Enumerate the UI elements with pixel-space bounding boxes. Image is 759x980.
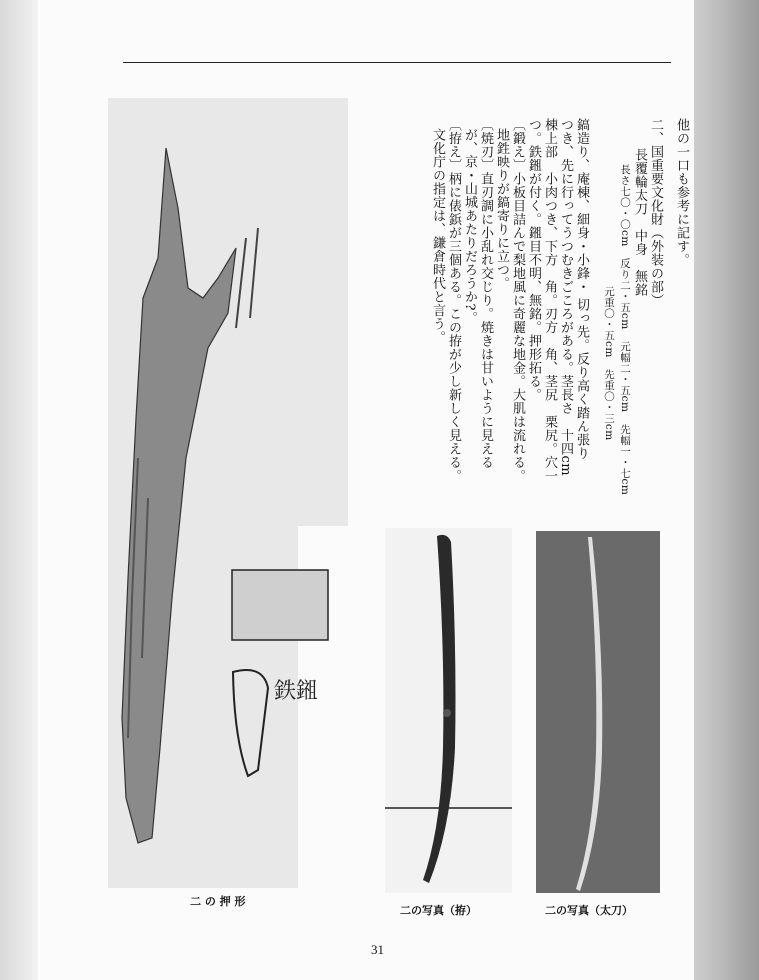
koshirae-photo [385, 528, 512, 893]
text-line-4: 長さ七〇・〇cm 反り二・五cm 元幅二・五cm 先幅一・七cm [619, 164, 631, 496]
page-number: 31 [371, 942, 384, 957]
text-line-3: 長覆輪太刀 中身 無銘 [632, 148, 647, 297]
text-line-9: つ。鉄鎺が付く。鎺目不明、無銘。押形拓る。 [526, 118, 541, 402]
text-line-15: 文化庁の指定は、鎌倉時代と言う。 [430, 128, 445, 344]
koshirae-scabbard [423, 535, 456, 883]
text-line-2: 二、国重要文化財（外装の部） [648, 118, 663, 307]
header-rule [123, 62, 671, 63]
blade-rubbing [122, 148, 236, 843]
text-line-7: つき、先に行ってうつむきごころがある。茎長さ 十四cm [558, 118, 573, 477]
text-line-11: 地鉎映りが鎬寄りに立つ。 [494, 128, 509, 290]
sketch-label-1: 鉄鎺 [274, 679, 319, 704]
next-page-edge [690, 0, 759, 980]
blade-tip-lines [236, 228, 258, 328]
oshigata-drawing [108, 98, 348, 888]
habaki-rubbing [232, 570, 328, 640]
tachi-photo [536, 531, 660, 893]
book-spine-shadow [0, 0, 40, 980]
habaki-sketch [233, 670, 268, 776]
text-line-13: が、京・山城あたりだろうか?。 [462, 128, 477, 325]
caption-tachi: 二の写真（太刀） [545, 904, 633, 917]
oshigata-figure [108, 98, 348, 888]
tachi-blade [576, 537, 602, 891]
text-line-14: 〔拵え〕柄に俵鋲が三個ある。この拵が少し新しく見える。 [446, 118, 461, 483]
text-line-5: 元重〇・五cm 先重〇・三cm [603, 286, 615, 441]
text-line-12: 〔焼刃〕直刃調に小乱れ交じり。焼きは甘いように見える [478, 118, 493, 469]
text-line-10: 〔鍛え〕小板目詰んで梨地風に奇麗な地金。大肌は流れる。 [510, 118, 525, 483]
text-line-6: 鎬造り、庵棟、細身・小鋒・ 切っ先。反り高く踏ん張り [574, 118, 589, 461]
caption-koshirae: 二の写真（拵） [400, 904, 477, 917]
body-text [318, 118, 688, 518]
text-line-8: 棟上部 小肉つき、下方 角。刃方 角、茎尻 栗尻。穴一 [542, 118, 557, 483]
text-line-1: 他の一口も参考に記す。 [674, 118, 689, 267]
caption-oshigata: 二 の 押 形 [190, 895, 246, 908]
koshirae-fitting [443, 709, 451, 717]
